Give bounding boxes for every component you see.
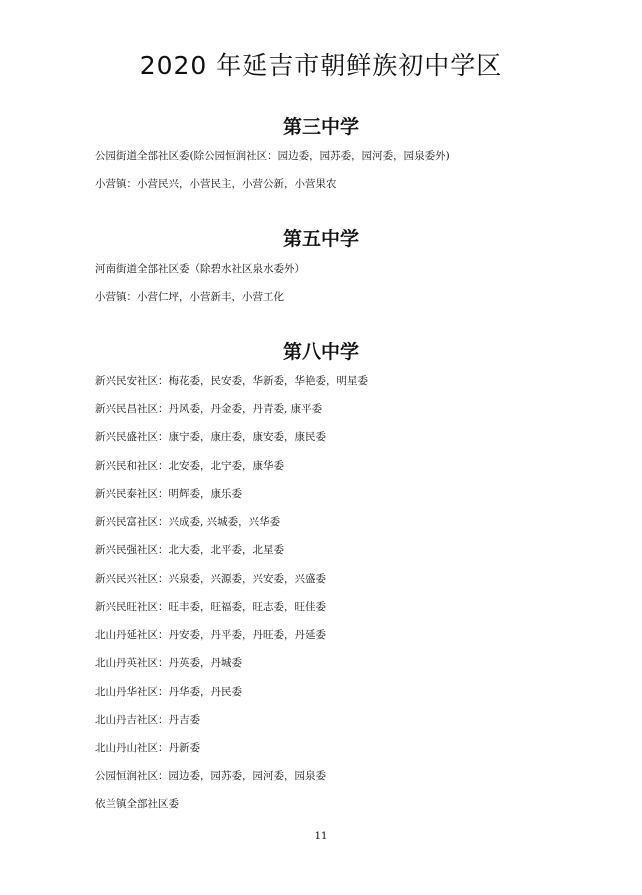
district-line: 依兰镇全部社区委 [95, 798, 179, 810]
district-line: 新兴民兴社区：兴泉委，兴源委，兴安委，兴盛委 [95, 573, 326, 585]
district-line: 新兴民富社区：兴成委, 兴城委，兴华委 [95, 516, 281, 528]
district-line: 小营镇：小营民兴，小营民主，小营公新，小营果农 [95, 178, 337, 190]
district-line: 公园街道全部社区委(除公园恒润社区：园边委，园苏委，园河委，园泉委外) [95, 150, 450, 162]
district-line: 北山丹山社区：丹新委 [95, 742, 200, 754]
page-title: 2020 年延吉市朝鲜族初中学区 [139, 51, 503, 80]
district-line: 公园恒润社区：园边委，园苏委，园河委，园泉委 [95, 770, 326, 782]
district-line: 北山丹华社区：丹华委，丹民委 [95, 686, 242, 698]
section-heading: 第五中学 [282, 228, 359, 250]
district-line: 新兴民泰社区：明辉委，康乐委 [95, 488, 242, 500]
district-line: 新兴民盛社区：康宁委，康庄委，康安委，康民委 [95, 431, 326, 443]
district-line: 新兴民昌社区：丹风委，丹金委，丹青委, 康平委 [95, 403, 323, 415]
district-line: 新兴民安社区：梅花委，民安委，华新委，华艳委，明星委 [95, 375, 368, 387]
page-number: 11 [314, 831, 328, 842]
district-line: 北山丹英社区：丹英委，丹城委 [95, 657, 242, 669]
district-line: 新兴民和社区：北安委，北宁委，康华委 [95, 460, 284, 472]
section-school-5 [0, 227, 642, 251]
district-line: 河南街道全部社区委（除碧水社区泉水委外） [95, 263, 305, 275]
district-line: 新兴民强社区：北大委，北平委，北星委 [95, 544, 284, 556]
district-line: 新兴民旺社区：旺丰委，旺福委，旺志委，旺佳委 [95, 601, 326, 613]
section-school-8 [0, 340, 642, 364]
district-line: 北山丹延社区：丹安委，丹平委，丹旺委，丹延委 [95, 629, 326, 641]
section-school-3 [0, 115, 642, 139]
district-line: 北山丹吉社区：丹吉委 [95, 714, 200, 726]
section-heading: 第八中学 [282, 341, 359, 363]
district-line: 小营镇：小营仁坪，小营新丰，小营工化 [95, 291, 284, 303]
section-heading: 第三中学 [282, 116, 359, 138]
